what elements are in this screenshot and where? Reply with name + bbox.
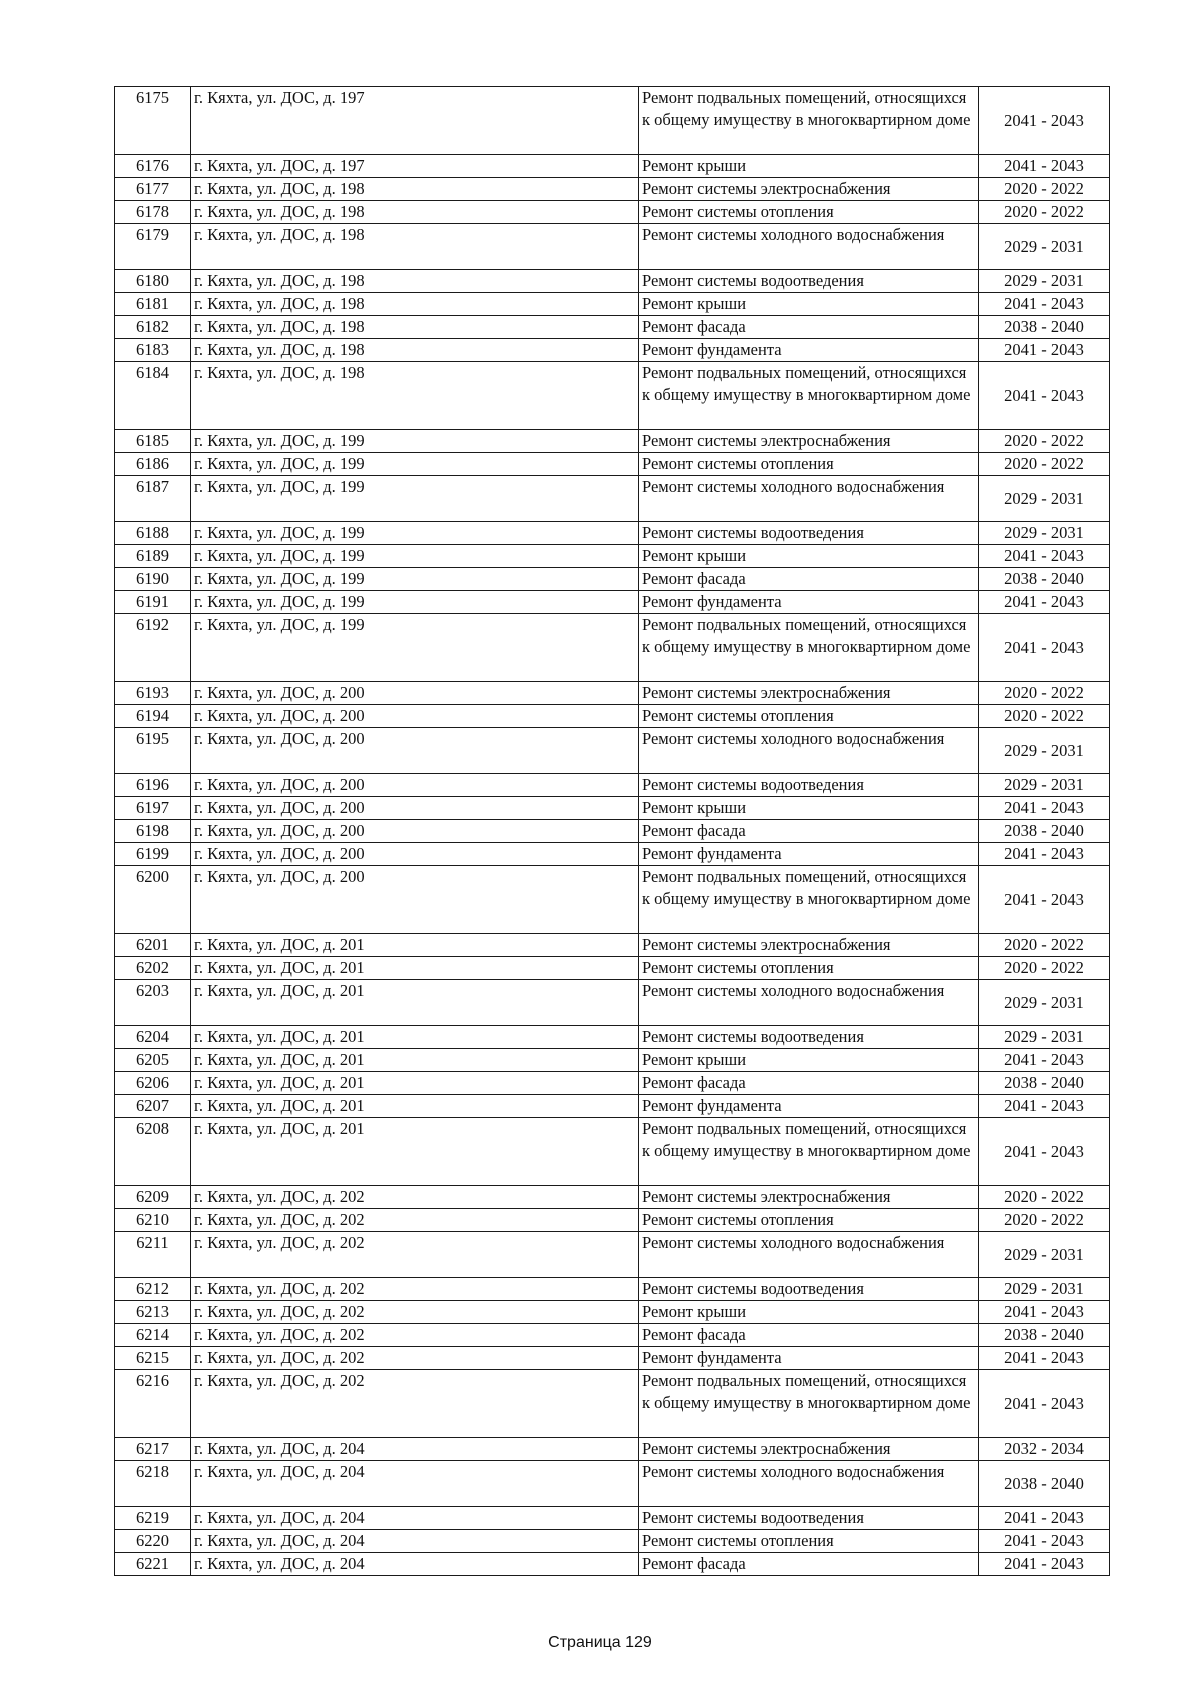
work-type-cell: Ремонт системы холодного водоснабжения [639, 1232, 979, 1278]
period-cell: 2020 - 2022 [979, 934, 1110, 957]
table-row [115, 774, 1110, 797]
table-row [115, 178, 1110, 201]
address-cell: г. Кяхта, ул. ДОС, д. 200 [191, 820, 639, 843]
period-cell: 2020 - 2022 [979, 453, 1110, 476]
period-cell: 2041 - 2043 [979, 866, 1110, 934]
period-cell: 2038 - 2040 [979, 568, 1110, 591]
table-row [115, 453, 1110, 476]
address-cell: г. Кяхта, ул. ДОС, д. 197 [191, 155, 639, 178]
table-row [115, 934, 1110, 957]
row-number-cell: 6207 [115, 1095, 191, 1118]
work-type-cell: Ремонт фундамента [639, 843, 979, 866]
table-row [115, 293, 1110, 316]
work-type-cell: Ремонт системы холодного водоснабжения [639, 224, 979, 270]
work-type-cell: Ремонт крыши [639, 155, 979, 178]
table-row [115, 1530, 1110, 1553]
work-type-cell: Ремонт подвальных помещений, относящихся к общему имуществу в многоквартирном доме [639, 866, 979, 934]
row-number-cell: 6191 [115, 591, 191, 614]
address-cell: г. Кяхта, ул. ДОС, д. 197 [191, 87, 639, 155]
work-type-cell: Ремонт системы холодного водоснабжения [639, 1461, 979, 1507]
work-type-cell: Ремонт системы электроснабжения [639, 934, 979, 957]
address-cell: г. Кяхта, ул. ДОС, д. 202 [191, 1347, 639, 1370]
work-type-cell: Ремонт крыши [639, 797, 979, 820]
period-cell: 2029 - 2031 [979, 1278, 1110, 1301]
table-row [115, 980, 1110, 1026]
row-number-cell: 6187 [115, 476, 191, 522]
address-cell: г. Кяхта, ул. ДОС, д. 201 [191, 1049, 639, 1072]
work-type-cell: Ремонт системы холодного водоснабжения [639, 476, 979, 522]
row-number-cell: 6201 [115, 934, 191, 957]
work-type-cell: Ремонт системы водоотведения [639, 774, 979, 797]
row-number-cell: 6214 [115, 1324, 191, 1347]
work-type-cell: Ремонт системы водоотведения [639, 1026, 979, 1049]
period-cell: 2020 - 2022 [979, 682, 1110, 705]
table-row [115, 957, 1110, 980]
table-row [115, 270, 1110, 293]
period-cell: 2041 - 2043 [979, 1095, 1110, 1118]
period-cell: 2041 - 2043 [979, 1553, 1110, 1576]
row-number-cell: 6221 [115, 1553, 191, 1576]
work-type-cell: Ремонт фундамента [639, 591, 979, 614]
address-cell: г. Кяхта, ул. ДОС, д. 201 [191, 957, 639, 980]
table-row [115, 1026, 1110, 1049]
row-number-cell: 6220 [115, 1530, 191, 1553]
period-cell: 2038 - 2040 [979, 316, 1110, 339]
table-row [115, 339, 1110, 362]
work-type-cell: Ремонт системы водоотведения [639, 522, 979, 545]
work-type-cell: Ремонт подвальных помещений, относящихся к общему имуществу в многоквартирном доме [639, 362, 979, 430]
work-type-cell: Ремонт системы отопления [639, 1209, 979, 1232]
period-cell: 2029 - 2031 [979, 522, 1110, 545]
work-type-cell: Ремонт системы отопления [639, 201, 979, 224]
address-cell: г. Кяхта, ул. ДОС, д. 202 [191, 1232, 639, 1278]
work-type-cell: Ремонт крыши [639, 1049, 979, 1072]
table-row [115, 1347, 1110, 1370]
row-number-cell: 6181 [115, 293, 191, 316]
row-number-cell: 6216 [115, 1370, 191, 1438]
table-row [115, 797, 1110, 820]
work-type-cell: Ремонт системы электроснабжения [639, 430, 979, 453]
table-row [115, 1370, 1110, 1438]
table-row [115, 522, 1110, 545]
row-number-cell: 6184 [115, 362, 191, 430]
work-type-cell: Ремонт системы холодного водоснабжения [639, 728, 979, 774]
table-row [115, 866, 1110, 934]
period-cell: 2029 - 2031 [979, 980, 1110, 1026]
address-cell: г. Кяхта, ул. ДОС, д. 199 [191, 430, 639, 453]
table-row [115, 614, 1110, 682]
table-row [115, 476, 1110, 522]
period-cell: 2020 - 2022 [979, 957, 1110, 980]
work-type-cell: Ремонт системы отопления [639, 453, 979, 476]
row-number-cell: 6195 [115, 728, 191, 774]
work-type-cell: Ремонт фасада [639, 1324, 979, 1347]
table-row [115, 1072, 1110, 1095]
row-number-cell: 6196 [115, 774, 191, 797]
address-cell: г. Кяхта, ул. ДОС, д. 204 [191, 1553, 639, 1576]
row-number-cell: 6200 [115, 866, 191, 934]
period-cell: 2038 - 2040 [979, 1324, 1110, 1347]
work-type-cell: Ремонт фасада [639, 316, 979, 339]
work-type-cell: Ремонт системы электроснабжения [639, 178, 979, 201]
work-type-cell: Ремонт крыши [639, 1301, 979, 1324]
work-type-cell: Ремонт фасада [639, 1072, 979, 1095]
work-type-cell: Ремонт фасада [639, 820, 979, 843]
address-cell: г. Кяхта, ул. ДОС, д. 200 [191, 797, 639, 820]
row-number-cell: 6218 [115, 1461, 191, 1507]
period-cell: 2041 - 2043 [979, 1530, 1110, 1553]
address-cell: г. Кяхта, ул. ДОС, д. 199 [191, 568, 639, 591]
row-number-cell: 6213 [115, 1301, 191, 1324]
table-row [115, 1118, 1110, 1186]
table-row [115, 224, 1110, 270]
period-cell: 2029 - 2031 [979, 224, 1110, 270]
address-cell: г. Кяхта, ул. ДОС, д. 198 [191, 339, 639, 362]
table-body [115, 87, 1110, 1576]
row-number-cell: 6193 [115, 682, 191, 705]
row-number-cell: 6176 [115, 155, 191, 178]
row-number-cell: 6210 [115, 1209, 191, 1232]
address-cell: г. Кяхта, ул. ДОС, д. 200 [191, 774, 639, 797]
address-cell: г. Кяхта, ул. ДОС, д. 201 [191, 1026, 639, 1049]
address-cell: г. Кяхта, ул. ДОС, д. 198 [191, 316, 639, 339]
period-cell: 2041 - 2043 [979, 1301, 1110, 1324]
table-row [115, 1507, 1110, 1530]
address-cell: г. Кяхта, ул. ДОС, д. 201 [191, 1118, 639, 1186]
row-number-cell: 6198 [115, 820, 191, 843]
row-number-cell: 6202 [115, 957, 191, 980]
work-type-cell: Ремонт системы отопления [639, 705, 979, 728]
period-cell: 2041 - 2043 [979, 843, 1110, 866]
work-type-cell: Ремонт системы отопления [639, 957, 979, 980]
address-cell: г. Кяхта, ул. ДОС, д. 199 [191, 522, 639, 545]
period-cell: 2041 - 2043 [979, 545, 1110, 568]
table-row [115, 728, 1110, 774]
work-type-cell: Ремонт фундамента [639, 1347, 979, 1370]
period-cell: 2038 - 2040 [979, 1072, 1110, 1095]
work-type-cell: Ремонт подвальных помещений, относящихся к общему имуществу в многоквартирном доме [639, 87, 979, 155]
period-cell: 2041 - 2043 [979, 1507, 1110, 1530]
row-number-cell: 6211 [115, 1232, 191, 1278]
period-cell: 2032 - 2034 [979, 1438, 1110, 1461]
table-row [115, 1553, 1110, 1576]
address-cell: г. Кяхта, ул. ДОС, д. 201 [191, 1072, 639, 1095]
address-cell: г. Кяхта, ул. ДОС, д. 204 [191, 1507, 639, 1530]
repair-schedule-table [114, 86, 1110, 1576]
address-cell: г. Кяхта, ул. ДОС, д. 198 [191, 201, 639, 224]
address-cell: г. Кяхта, ул. ДОС, д. 200 [191, 682, 639, 705]
row-number-cell: 6208 [115, 1118, 191, 1186]
work-type-cell: Ремонт крыши [639, 545, 979, 568]
period-cell: 2029 - 2031 [979, 270, 1110, 293]
work-type-cell: Ремонт системы электроснабжения [639, 1438, 979, 1461]
table-row [115, 568, 1110, 591]
work-type-cell: Ремонт системы холодного водоснабжения [639, 980, 979, 1026]
period-cell: 2029 - 2031 [979, 728, 1110, 774]
address-cell: г. Кяхта, ул. ДОС, д. 201 [191, 980, 639, 1026]
address-cell: г. Кяхта, ул. ДОС, д. 200 [191, 843, 639, 866]
work-type-cell: Ремонт системы водоотведения [639, 270, 979, 293]
period-cell: 2029 - 2031 [979, 1026, 1110, 1049]
row-number-cell: 6215 [115, 1347, 191, 1370]
address-cell: г. Кяхта, ул. ДОС, д. 201 [191, 1095, 639, 1118]
address-cell: г. Кяхта, ул. ДОС, д. 202 [191, 1301, 639, 1324]
row-number-cell: 6178 [115, 201, 191, 224]
address-cell: г. Кяхта, ул. ДОС, д. 199 [191, 453, 639, 476]
period-cell: 2029 - 2031 [979, 774, 1110, 797]
table-row [115, 591, 1110, 614]
period-cell: 2041 - 2043 [979, 797, 1110, 820]
table-row [115, 201, 1110, 224]
address-cell: г. Кяхта, ул. ДОС, д. 200 [191, 705, 639, 728]
row-number-cell: 6206 [115, 1072, 191, 1095]
table-row [115, 1232, 1110, 1278]
row-number-cell: 6175 [115, 87, 191, 155]
row-number-cell: 6194 [115, 705, 191, 728]
work-type-cell: Ремонт подвальных помещений, относящихся к общему имуществу в многоквартирном доме [639, 1118, 979, 1186]
row-number-cell: 6188 [115, 522, 191, 545]
table-row [115, 1209, 1110, 1232]
work-type-cell: Ремонт системы водоотведения [639, 1278, 979, 1301]
address-cell: г. Кяхта, ул. ДОС, д. 202 [191, 1186, 639, 1209]
row-number-cell: 6205 [115, 1049, 191, 1072]
period-cell: 2029 - 2031 [979, 476, 1110, 522]
row-number-cell: 6186 [115, 453, 191, 476]
table-row [115, 87, 1110, 155]
work-type-cell: Ремонт крыши [639, 293, 979, 316]
period-cell: 2038 - 2040 [979, 820, 1110, 843]
work-type-cell: Ремонт подвальных помещений, относящихся к общему имуществу в многоквартирном доме [639, 1370, 979, 1438]
table-row [115, 1278, 1110, 1301]
row-number-cell: 6180 [115, 270, 191, 293]
address-cell: г. Кяхта, ул. ДОС, д. 199 [191, 591, 639, 614]
table-row [115, 430, 1110, 453]
period-cell: 2041 - 2043 [979, 339, 1110, 362]
period-cell: 2041 - 2043 [979, 1370, 1110, 1438]
address-cell: г. Кяхта, ул. ДОС, д. 202 [191, 1370, 639, 1438]
work-type-cell: Ремонт фасада [639, 1553, 979, 1576]
address-cell: г. Кяхта, ул. ДОС, д. 198 [191, 178, 639, 201]
page-number: Страница 129 [548, 1634, 652, 1651]
row-number-cell: 6183 [115, 339, 191, 362]
period-cell: 2020 - 2022 [979, 705, 1110, 728]
work-type-cell: Ремонт системы водоотведения [639, 1507, 979, 1530]
row-number-cell: 6185 [115, 430, 191, 453]
address-cell: г. Кяхта, ул. ДОС, д. 200 [191, 728, 639, 774]
work-type-cell: Ремонт системы электроснабжения [639, 1186, 979, 1209]
row-number-cell: 6219 [115, 1507, 191, 1530]
work-type-cell: Ремонт подвальных помещений, относящихся к общему имуществу в многоквартирном доме [639, 614, 979, 682]
table-row [115, 545, 1110, 568]
period-cell: 2041 - 2043 [979, 1347, 1110, 1370]
table-row [115, 316, 1110, 339]
period-cell: 2041 - 2043 [979, 1049, 1110, 1072]
table-row [115, 1186, 1110, 1209]
address-cell: г. Кяхта, ул. ДОС, д. 200 [191, 866, 639, 934]
address-cell: г. Кяхта, ул. ДОС, д. 198 [191, 270, 639, 293]
row-number-cell: 6217 [115, 1438, 191, 1461]
period-cell: 2041 - 2043 [979, 362, 1110, 430]
address-cell: г. Кяхта, ул. ДОС, д. 198 [191, 293, 639, 316]
row-number-cell: 6199 [115, 843, 191, 866]
table-row [115, 1461, 1110, 1507]
work-type-cell: Ремонт системы отопления [639, 1530, 979, 1553]
period-cell: 2041 - 2043 [979, 614, 1110, 682]
address-cell: г. Кяхта, ул. ДОС, д. 204 [191, 1530, 639, 1553]
period-cell: 2041 - 2043 [979, 591, 1110, 614]
table-row [115, 682, 1110, 705]
table-row [115, 1438, 1110, 1461]
table-row [115, 1324, 1110, 1347]
address-cell: г. Кяхта, ул. ДОС, д. 199 [191, 476, 639, 522]
table-row [115, 843, 1110, 866]
period-cell: 2041 - 2043 [979, 293, 1110, 316]
address-cell: г. Кяхта, ул. ДОС, д. 204 [191, 1438, 639, 1461]
row-number-cell: 6209 [115, 1186, 191, 1209]
table-row [115, 705, 1110, 728]
work-type-cell: Ремонт фундамента [639, 1095, 979, 1118]
address-cell: г. Кяхта, ул. ДОС, д. 198 [191, 362, 639, 430]
address-cell: г. Кяхта, ул. ДОС, д. 198 [191, 224, 639, 270]
period-cell: 2020 - 2022 [979, 1186, 1110, 1209]
row-number-cell: 6179 [115, 224, 191, 270]
address-cell: г. Кяхта, ул. ДОС, д. 204 [191, 1461, 639, 1507]
table-row [115, 820, 1110, 843]
address-cell: г. Кяхта, ул. ДОС, д. 202 [191, 1209, 639, 1232]
period-cell: 2041 - 2043 [979, 155, 1110, 178]
address-cell: г. Кяхта, ул. ДОС, д. 199 [191, 545, 639, 568]
period-cell: 2038 - 2040 [979, 1461, 1110, 1507]
address-cell: г. Кяхта, ул. ДОС, д. 202 [191, 1324, 639, 1347]
work-type-cell: Ремонт фундамента [639, 339, 979, 362]
row-number-cell: 6203 [115, 980, 191, 1026]
address-cell: г. Кяхта, ул. ДОС, д. 201 [191, 934, 639, 957]
table-row [115, 1301, 1110, 1324]
row-number-cell: 6192 [115, 614, 191, 682]
period-cell: 2041 - 2043 [979, 1118, 1110, 1186]
address-cell: г. Кяхта, ул. ДОС, д. 202 [191, 1278, 639, 1301]
period-cell: 2041 - 2043 [979, 87, 1110, 155]
table-row [115, 1095, 1110, 1118]
period-cell: 2020 - 2022 [979, 430, 1110, 453]
row-number-cell: 6190 [115, 568, 191, 591]
row-number-cell: 6189 [115, 545, 191, 568]
period-cell: 2020 - 2022 [979, 178, 1110, 201]
work-type-cell: Ремонт фасада [639, 568, 979, 591]
table-row [115, 362, 1110, 430]
period-cell: 2020 - 2022 [979, 1209, 1110, 1232]
row-number-cell: 6197 [115, 797, 191, 820]
table-row [115, 1049, 1110, 1072]
table-row [115, 155, 1110, 178]
address-cell: г. Кяхта, ул. ДОС, д. 199 [191, 614, 639, 682]
row-number-cell: 6182 [115, 316, 191, 339]
row-number-cell: 6177 [115, 178, 191, 201]
row-number-cell: 6212 [115, 1278, 191, 1301]
period-cell: 2029 - 2031 [979, 1232, 1110, 1278]
row-number-cell: 6204 [115, 1026, 191, 1049]
work-type-cell: Ремонт системы электроснабжения [639, 682, 979, 705]
period-cell: 2020 - 2022 [979, 201, 1110, 224]
